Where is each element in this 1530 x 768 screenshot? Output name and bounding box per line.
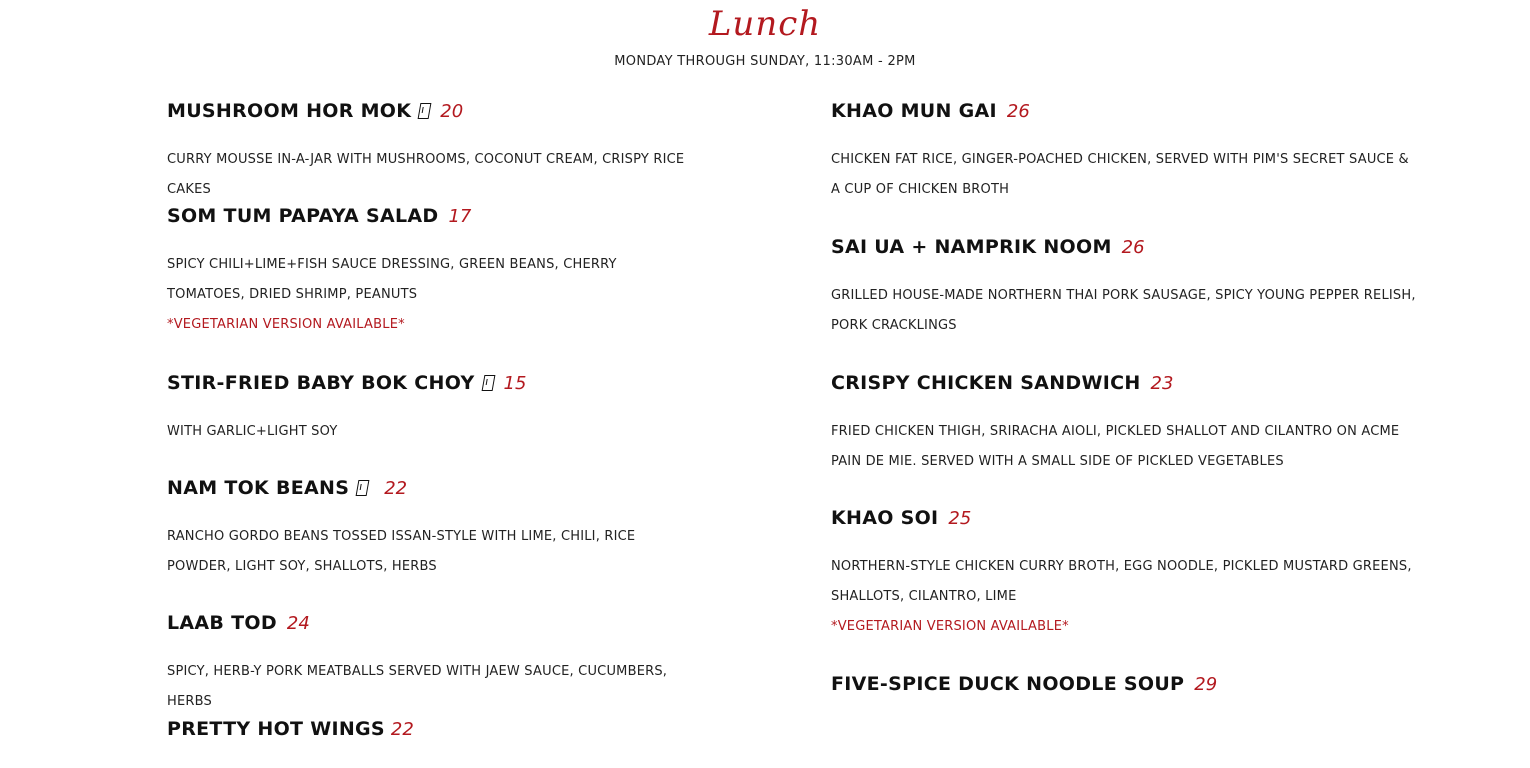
item-name: KHAO MUN GAI: [831, 100, 997, 122]
vegetarian-icon: [481, 375, 495, 391]
item-price: 26: [1121, 237, 1145, 258]
menu-item: [831, 369, 1421, 477]
vegetarian-icon: [418, 103, 432, 119]
item-name: MUSHROOM HOR MOK: [167, 100, 412, 122]
item-description: CHICKEN FAT RICE, GINGER-POACHED CHICKEN, SERVED WITH PIM'S SECRET SAUCE & A CUP OF CHICKEN BROTH: [831, 152, 1409, 197]
menu-item: [831, 504, 1421, 642]
menu-item: [831, 233, 1421, 341]
item-description: FRIED CHICKEN THIGH, SRIRACHA AIOLI, PICKLED SHALLOT AND CILANTRO ON ACME PAIN DE MIE. SERVED WITH A SMALL SIDE OF PICKLED VEGETABLES: [831, 424, 1400, 469]
menu-item: [167, 369, 697, 447]
item-description: NORTHERN-STYLE CHICKEN CURRY BROTH, EGG NOODLE, PICKLED MUSTARD GREENS, SHALLOTS, CILANTRO, LIME: [831, 559, 1412, 604]
item-name: FIVE-SPICE DUCK NOODLE SOUP: [831, 673, 1185, 695]
item-price: 20: [440, 101, 464, 122]
item-price: 25: [948, 508, 972, 529]
item-price: 22: [390, 719, 414, 740]
menu-item: [831, 670, 1421, 698]
menu-item: [167, 715, 697, 743]
item-description: RANCHO GORDO BEANS TOSSED ISSAN-STYLE WITH LIME, CHILI, RICE POWDER, LIGHT SOY, SHALLOTS, HERBS: [167, 529, 636, 574]
item-description: GRILLED HOUSE-MADE NORTHERN THAI PORK SAUSAGE, SPICY YOUNG PEPPER RELISH, PORK CRACKLINGS: [831, 288, 1416, 333]
vegetarian-icon: [356, 480, 370, 496]
item-price: 23: [1150, 373, 1174, 394]
item-description: CURRY MOUSSE IN-A-JAR WITH MUSHROOMS, COCONUT CREAM, CRISPY RICE CAKES: [167, 152, 685, 197]
menu-item: [167, 609, 697, 717]
item-description: WITH GARLIC+LIGHT SOY: [167, 424, 338, 439]
item-name: LAAB TOD: [167, 612, 277, 634]
item-description: SPICY, HERB-Y PORK MEATBALLS SERVED WITH JAEW SAUCE, CUCUMBERS, HERBS: [167, 664, 668, 709]
vegetarian-note: *VEGETARIAN VERSION AVAILABLE*: [167, 317, 405, 332]
item-price: 22: [384, 478, 408, 499]
item-name: SOM TUM PAPAYA SALAD: [167, 205, 439, 227]
menu-hours: MONDAY THROUGH SUNDAY, 11:30AM - 2PM: [614, 54, 916, 69]
menu-item: [167, 202, 697, 340]
item-name: PRETTY HOT WINGS: [167, 718, 385, 740]
item-price: 15: [503, 373, 527, 394]
menu-title: Lunch: [708, 4, 822, 44]
item-name: KHAO SOI: [831, 507, 939, 529]
item-name: STIR-FRIED BABY BOK CHOY: [167, 372, 475, 394]
item-price: 24: [286, 613, 310, 634]
item-name: SAI UA + NAMPRIK NOOM: [831, 236, 1112, 258]
item-price: 26: [1006, 101, 1030, 122]
item-price: 17: [448, 206, 472, 227]
item-description: SPICY CHILI+LIME+FISH SAUCE DRESSING, GREEN BEANS, CHERRY TOMATOES, DRIED SHRIMP, PEANUTS: [167, 257, 617, 302]
vegetarian-note: *VEGETARIAN VERSION AVAILABLE*: [831, 619, 1069, 634]
menu-item: [831, 97, 1421, 205]
item-name: CRISPY CHICKEN SANDWICH: [831, 372, 1141, 394]
menu-item: [167, 97, 697, 205]
item-name: NAM TOK BEANS: [167, 477, 350, 499]
item-price: 29: [1194, 674, 1218, 695]
menu-item: [167, 474, 697, 582]
